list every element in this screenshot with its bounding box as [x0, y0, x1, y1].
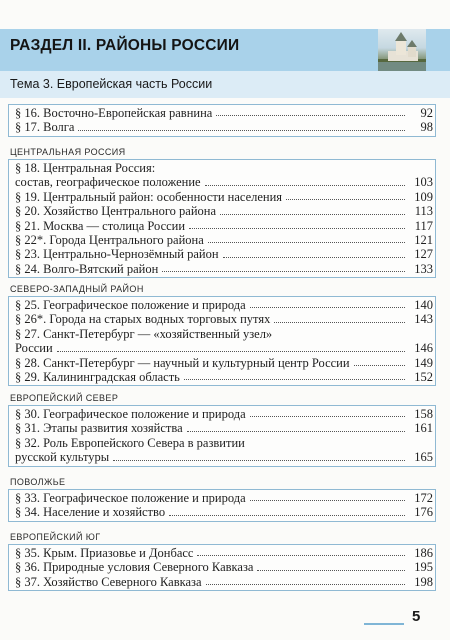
dot-leader — [208, 239, 405, 243]
dot-leader — [286, 196, 405, 200]
toc-entry — [9, 262, 435, 276]
toc-entry-title: России — [15, 341, 53, 356]
footer-rule — [364, 623, 404, 625]
dot-leader — [184, 376, 405, 380]
toc-entry-title: состав, географическое положение — [15, 175, 201, 190]
toc-entry-title: § 27. Санкт-Петербург — «хозяйственный узел» — [15, 326, 273, 341]
toc-entry-title: § 17. Волга — [15, 120, 75, 135]
toc-entry-page: 165 — [414, 450, 433, 465]
dot-leader — [223, 254, 405, 258]
toc-entry — [9, 370, 435, 384]
toc-entry-title: § 21. Москва — столица России — [15, 218, 186, 233]
toc-entry — [9, 247, 435, 261]
section-label-european-south: ЕВРОПЕЙСКИЙ ЮГ — [10, 532, 101, 542]
toc-entry-title: § 20. Хозяйство Центрального района — [15, 204, 217, 219]
toc-entry — [9, 312, 435, 326]
dot-leader — [354, 362, 405, 366]
toc-entry-page: 113 — [414, 204, 433, 219]
toc-entry — [9, 106, 435, 120]
toc-entry-title: § 35. Крым. Приазовье и Донбасс — [15, 545, 194, 560]
toc-entry — [9, 356, 435, 370]
toc-entry — [9, 204, 435, 218]
part-header-band — [0, 29, 450, 71]
toc-entry-page: 195 — [414, 560, 433, 575]
dot-leader — [113, 457, 405, 461]
toc-entry-title: § 31. Этапы развития хозяйства — [15, 421, 183, 436]
dot-leader — [57, 348, 405, 352]
toc-entry-page: 98 — [420, 120, 433, 135]
toc-entry — [9, 575, 435, 589]
toc-entry-title: § 33. Географическое положение и природа — [15, 490, 246, 505]
dot-leader — [250, 413, 405, 417]
section-label-european-north: ЕВРОПЕЙСКИЙ СЕВЕР — [10, 393, 119, 403]
dot-leader — [249, 443, 405, 446]
toc-entry-title: § 32. Роль Европейского Севера в развитии — [15, 435, 245, 450]
dot-leader — [206, 581, 405, 585]
section-label-north-west: СЕВЕРО-ЗАПАДНЫЙ РАЙОН — [10, 284, 144, 294]
volga-region-box — [8, 489, 436, 522]
dot-leader — [205, 182, 405, 186]
toc-entry — [9, 421, 435, 435]
dot-leader — [189, 225, 405, 229]
toc-entry-title: § 22*. Города Центрального района — [15, 232, 204, 247]
toc-entry-title: § 25. Географическое положение и природа — [15, 297, 246, 312]
page-number: 5 — [412, 608, 421, 625]
toc-entry-title: § 24. Волго-Вятский район — [15, 261, 159, 276]
toc-entry — [9, 190, 435, 204]
toc-entry — [9, 341, 435, 355]
toc-entry-page: 133 — [414, 261, 433, 276]
dot-leader — [274, 319, 405, 323]
dot-leader — [159, 168, 405, 171]
toc-entry — [9, 491, 435, 505]
toc-entry-title: § 28. Санкт-Петербург — научный и культурный центр России — [15, 355, 350, 370]
toc-entry-page: 158 — [414, 406, 433, 421]
european-north-box — [8, 405, 436, 467]
toc-entry-title: § 29. Калининградская область — [15, 369, 180, 384]
european-south-box — [8, 544, 436, 591]
toc-entry-title: § 30. Географическое положение и природа — [15, 406, 246, 421]
toc-entry-page: 117 — [414, 218, 433, 233]
toc-entry-page: 146 — [414, 341, 433, 356]
toc-entry-page: 109 — [414, 189, 433, 204]
toc-entry — [9, 161, 435, 175]
toc-entry-title: § 16. Восточно-Европейская равнина — [15, 105, 213, 120]
toc-entry-page: 198 — [414, 574, 433, 589]
toc-entry-page: 140 — [414, 297, 433, 312]
toc-entry — [9, 175, 435, 189]
toc-entry-page: 176 — [414, 505, 433, 520]
toc-entry — [9, 219, 435, 233]
theme-header-bar — [0, 71, 450, 98]
north-west-box — [8, 296, 436, 386]
toc-entry-title: § 19. Центральный район: особенности населения — [15, 189, 283, 204]
part-title: РАЗДЕЛ II. РАЙОНЫ РОССИИ — [10, 37, 240, 54]
kremlin-tower-image — [378, 29, 426, 71]
section-label-central-russia: ЦЕНТРАЛЬНАЯ РОССИЯ — [10, 147, 126, 157]
toc-entry-title: § 18. Центральная Россия: — [15, 160, 156, 175]
toc-entry — [9, 505, 435, 519]
toc-entry-page: 152 — [414, 369, 433, 384]
toc-entry-page: 161 — [414, 421, 433, 436]
theme-title: Тема 3. Европейская часть России — [10, 77, 213, 91]
toc-entry-page: 92 — [420, 105, 433, 120]
dot-leader — [250, 304, 405, 308]
toc-entry — [9, 120, 435, 134]
toc-entry-title: § 34. Население и хозяйство — [15, 505, 166, 520]
toc-entry — [9, 450, 435, 464]
toc-entry — [9, 546, 435, 560]
dot-leader — [187, 428, 405, 432]
toc-entry-title: § 36. Природные условия Северного Кавказа — [15, 560, 254, 575]
toc-entry-page: 149 — [414, 355, 433, 370]
dot-leader — [169, 512, 405, 516]
section-label-volga-region: ПОВОЛЖЬЕ — [10, 477, 66, 487]
toc-entry-title: § 26*. Города на старых водных торговых путях — [15, 312, 271, 327]
dot-leader — [216, 112, 405, 116]
toc-entry-title: § 37. Хозяйство Северного Кавказа — [15, 574, 202, 589]
toc-entry-title: § 23. Центрально-Чернозёмный район — [15, 247, 219, 262]
toc-entry-title: русской культуры — [15, 450, 110, 465]
dot-leader — [220, 211, 405, 215]
dot-leader — [257, 567, 405, 571]
dot-leader — [78, 127, 405, 131]
toc-entry — [9, 560, 435, 574]
landmark-photo — [378, 29, 426, 71]
dot-leader — [250, 497, 405, 501]
toc-entry-page: 121 — [414, 232, 433, 247]
central-russia-box — [8, 159, 436, 278]
toc-entry-page: 103 — [414, 175, 433, 190]
toc-entry — [9, 233, 435, 247]
dot-leader — [197, 552, 405, 556]
dot-leader — [162, 268, 405, 272]
toc-entry — [9, 327, 435, 341]
intro-entries-box — [8, 104, 436, 137]
toc-entry-page: 127 — [414, 247, 433, 262]
dot-leader — [276, 334, 405, 337]
toc-entry-page: 143 — [414, 312, 433, 327]
toc-entry-page: 172 — [414, 490, 433, 505]
toc-entry — [9, 298, 435, 312]
toc-entry — [9, 407, 435, 421]
toc-entry-page: 186 — [414, 545, 433, 560]
toc-entry — [9, 436, 435, 450]
